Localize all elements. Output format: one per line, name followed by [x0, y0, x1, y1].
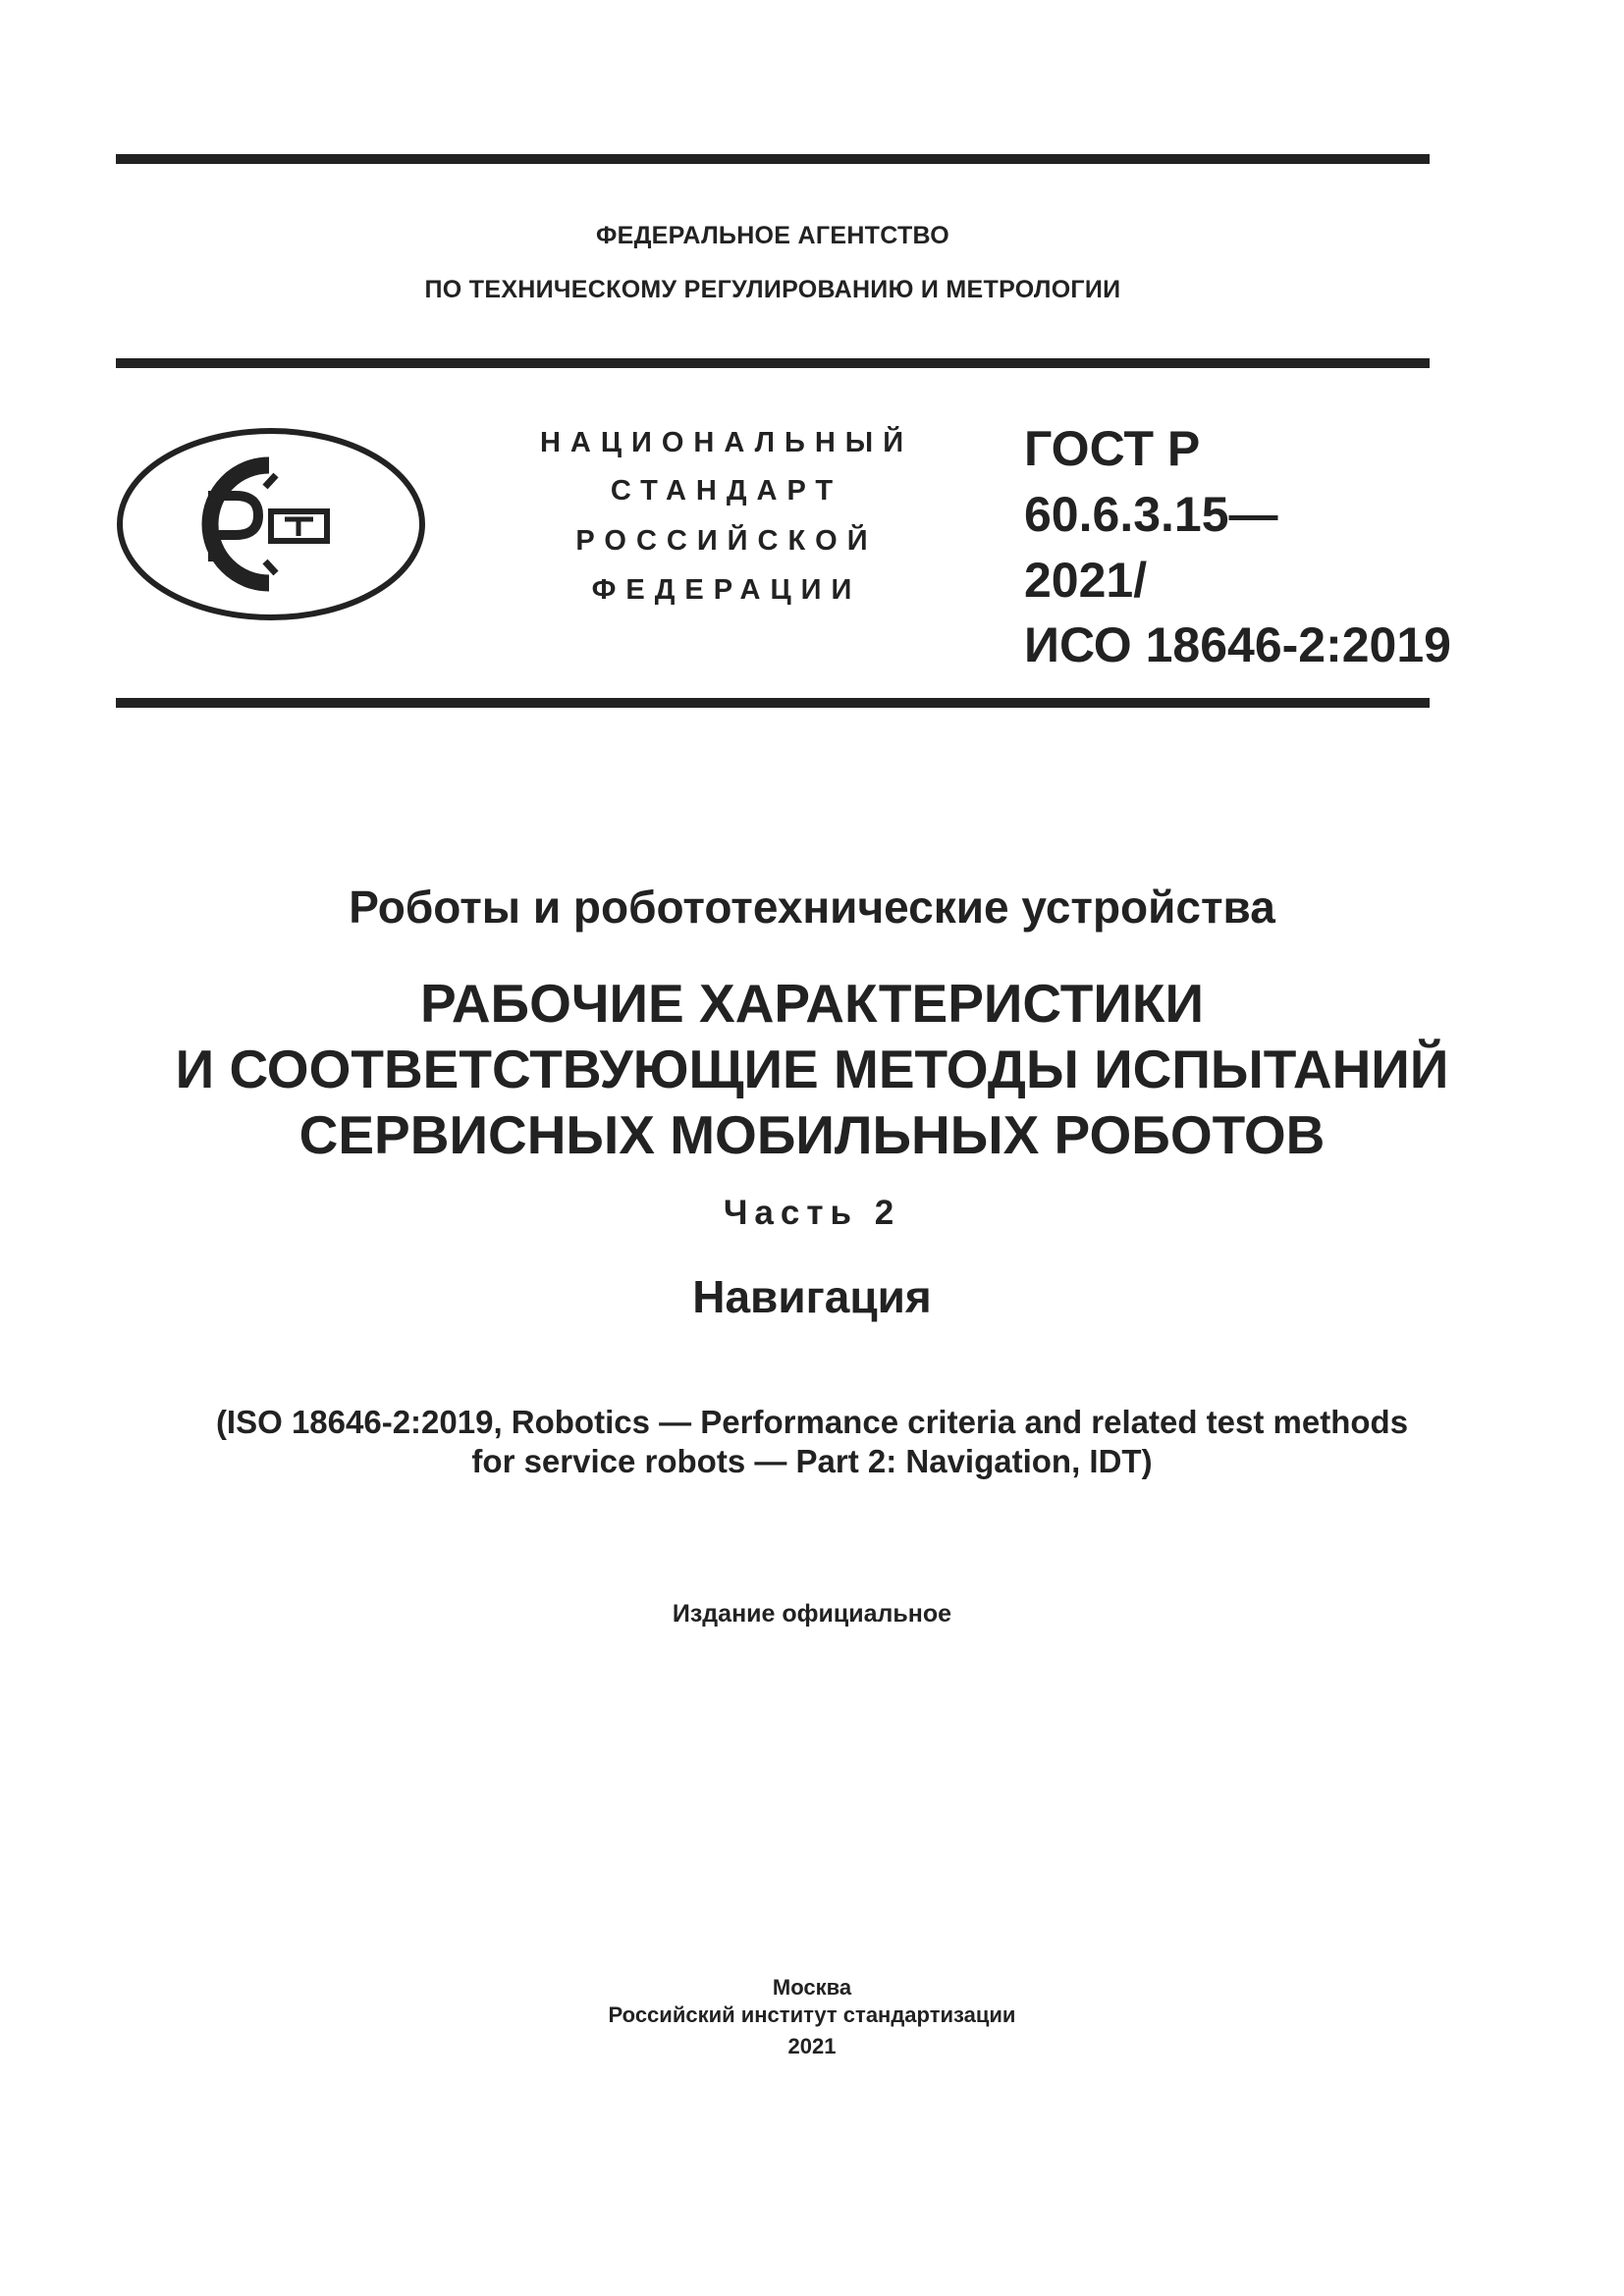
standard-designation-line-3: 2021/	[1024, 553, 1148, 608]
agency-name-line-1: ФЕДЕРАЛЬНОЕ АГЕНТСТВО	[595, 222, 950, 249]
standard-type-line-1: НАЦИОНАЛЬНЫЙ	[539, 427, 914, 458]
international-reference-line-1: (ISO 18646-2:2019, Robotics — Performance criteria and related test methods	[215, 1404, 1409, 1440]
standard-type-line-2: СТАНДАРТ	[610, 475, 843, 507]
rst-logo-icon	[116, 426, 426, 622]
agency-name-line-2: ПО ТЕХНИЧЕСКОМУ РЕГУЛИРОВАНИЮ И МЕТРОЛОГИИ	[424, 276, 1121, 303]
main-title-line-3: СЕРВИСНЫХ МОБИЛЬНЫХ РОБОТОВ	[298, 1104, 1326, 1165]
standard-designation-line-4: ИСО 18646-2:2019	[1024, 617, 1451, 672]
middle-rule	[116, 358, 1430, 368]
bottom-rule	[116, 698, 1430, 708]
imprint-year: 2021	[787, 2034, 837, 2058]
edition-label: Издание официальное	[672, 1600, 952, 1628]
standard-designation-line-1: ГОСТ Р	[1024, 421, 1201, 476]
main-title-line-1: РАБОЧИЕ ХАРАКТЕРИСТИКИ	[419, 973, 1204, 1034]
standard-type-line-3: РОССИЙСКОЙ	[575, 525, 878, 557]
standard-type-line-4: ФЕДЕРАЦИИ	[591, 574, 862, 606]
standard-designation-line-2: 60.6.3.15—	[1024, 487, 1278, 542]
main-title-line-2: И СООТВЕТСТВУЮЩИЕ МЕТОДЫ ИСПЫТАНИЙ	[175, 1039, 1449, 1099]
international-reference-line-2: for service robots — Part 2: Navigation, IDT)	[471, 1443, 1153, 1479]
part-name: Навигация	[692, 1271, 932, 1322]
top-rule	[116, 154, 1430, 164]
document-subject: Роботы и робототехнические устройства	[349, 881, 1275, 933]
part-number: Часть 2	[723, 1194, 901, 1232]
imprint-publisher: Российский институт стандартизации	[608, 2002, 1016, 2027]
imprint-city: Москва	[772, 1975, 852, 2000]
